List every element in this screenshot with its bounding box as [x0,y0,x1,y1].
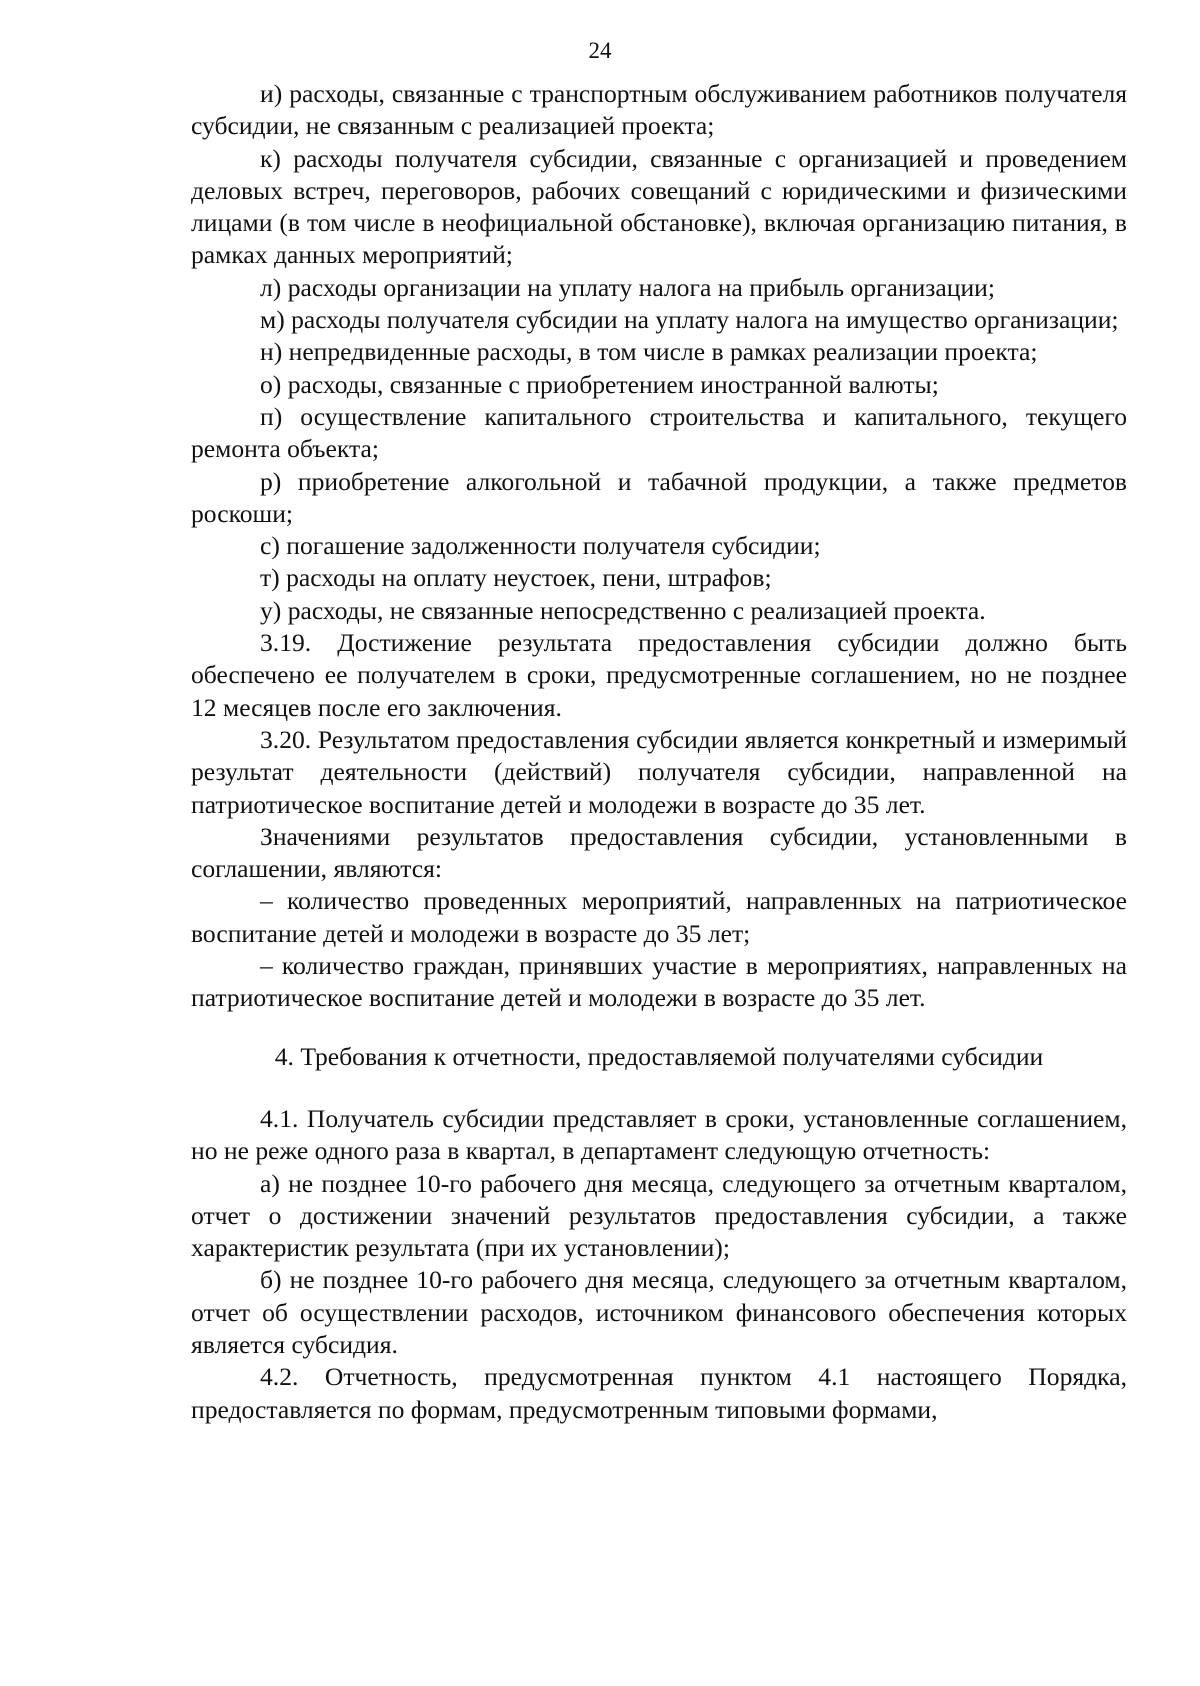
paragraph-3-19: 3.19. Достижение результата предоставления субсидии должно быть обеспечено ее получателем в сроки, предусмотренные соглашением, но не позднее 12 месяцев после его заключения. [191,628,1127,722]
paragraph-l: л) расходы организации на уплату налога на прибыль организации; [260,272,995,302]
paragraph-4-1: 4.1. Получатель субсидии представляет в сроки, установленные соглашением, но не реже одного раза в квартал, в департамент следующую отчетность: [191,1103,1127,1166]
paragraph-4-1-b: б) не позднее 10-го рабочего дня месяца, следующего за отчетным кварталом, отчет об осуществлении расходов, источником финансового обеспечения которых является субсидия. [191,1265,1127,1359]
paragraph-k: к) расходы получателя субсидии, связанные с организацией и проведением деловых встреч, переговоров, рабочих совещаний с юридическими и физическими лицами (в том числе в неофициальной обстановке), включая организацию питания, в рамках данных мероприятий; [191,143,1127,270]
section-heading: 4. Требования к отчетности, предоставляемой получателями субсидии [274,1041,1044,1071]
paragraph-u: у) расходы, не связанные непосредственно с реализацией проекта. [260,595,986,625]
paragraph-r: р) приобретение алкогольной и табачной продукции, а также предметов роскоши; [191,466,1127,528]
paragraph-n: н) непредвиденные расходы, в том числе в рамках реализации проекта; [260,337,1038,367]
paragraph-s: с) погашение задолженности получателя субсидии; [260,531,821,561]
paragraph-3-20: 3.20. Результатом предоставления субсидии является конкретный и измеримый результат деятельности (действий) получателя субсидии, направленной на патриотическое воспитание детей и молодежи в возрасте до 35 лет. [191,724,1127,819]
paragraph-citizens-count: – количество граждан, принявших участие в мероприятиях, направленных на патриотическое воспитание детей и молодежи в возрасте до 35 лет. [191,951,1127,1013]
paragraph-result-values: Значениями результатов предоставления субсидии, установленными в соглашении, являются: [191,821,1127,884]
paragraph-4-2: 4.2. Отчетность, предусмотренная пунктом 4.1 настоящего Порядка, предоставляется по формам, предусмотренным типовыми формами, [191,1362,1127,1424]
paragraph-events-count: – количество проведенных мероприятий, направленных на патриотическое воспитание детей и молодежи в возрасте до 35 лет; [191,886,1127,948]
paragraph-4-1-a: а) не позднее 10-го рабочего дня месяца, следующего за отчетным кварталом, отчет о достижении значений результатов предоставления субсидии, а также характеристик результата (при их установлении); [191,1168,1127,1263]
paragraph-i: и) расходы, связанные с транспортным обслуживанием работников получателя субсидии, не связанным с реализацией проекта; [191,79,1127,141]
paragraph-m: м) расходы получателя субсидии на уплату налога на имущество организации; [260,305,1119,335]
document-body [191,78,1127,1426]
paragraph-t: т) расходы на оплату неустоек, пени, штрафов; [260,563,772,593]
paragraph-p: п) осуществление капитального строительства и капитального, текущего ремонта объекта; [191,401,1127,464]
page-number: 24 [588,38,612,63]
paragraph-o: о) расходы, связанные с приобретением иностранной валюты; [260,369,939,399]
